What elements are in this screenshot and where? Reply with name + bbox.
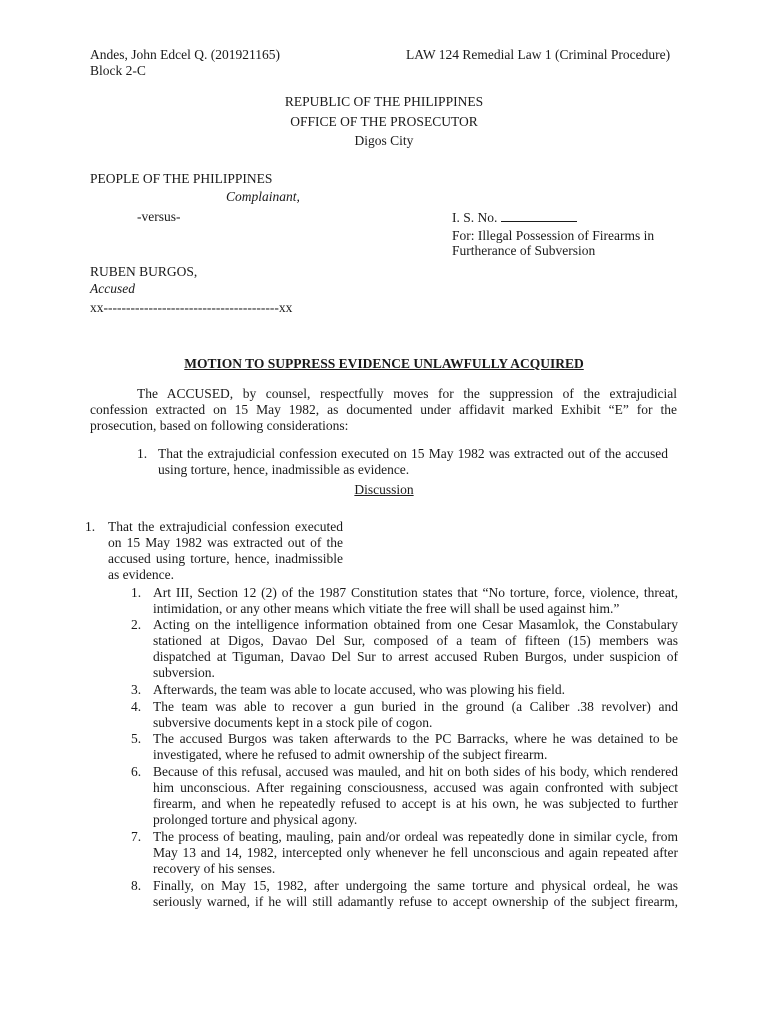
intro-line-2: confession extracted on 15 May 1982, as documented under affidavit marked Exhibit “E” for the [90,402,677,417]
discussion-item [153,878,678,910]
discussion-item-number: 3. [131,682,142,697]
discussion-item-line: seriously warned, if he will still adamantly refuse to accept ownership of the subject firearm, [153,894,678,909]
discussion-item-line: The accused Burgos was taken afterwards to the PC Barracks, where he was detained to be [153,731,678,746]
discussion-item-line: subversion. [153,665,215,680]
caption-divider: xx---------------------------------------xx [90,300,293,315]
discussion-item-number: 6. [131,764,142,779]
discussion-item [153,585,678,617]
ground-text [158,446,668,478]
block-line: Block 2-C [90,63,146,78]
discussion-item-number: 2. [131,617,142,632]
discussion-item-number: 7. [131,829,142,844]
ground-number: 1. [137,446,148,461]
discussion-item-line: May 13 and 14, 1982, intercepted only whenever he fell unconscious and again repeated after [153,845,678,860]
discussion-item-line: Acting on the intelligence information obtained from one Cesar Masamlok, the Constabulary [153,617,678,632]
discussion-ground-line: on 15 May 1982 was extracted out of the [108,535,343,550]
city-heading: Digos City [354,133,414,148]
discussion-item [153,699,678,731]
office-heading: OFFICE OF THE PROSECUTOR [290,114,478,129]
intro-line-3: prosecution, based on following considerations: [90,418,349,433]
discussion-item-line: prolonged torture and physical agony. [153,812,358,827]
discussion-item-line: The process of beating, mauling, pain and/or ordeal was repeatedly done in similar cycle, from [153,829,678,844]
discussion-item-line: firearm, and when he repeatedly refused to accept is at his own, he was subjected to further [153,796,678,811]
ground-line-2: using torture, hence, inadmissible as evidence. [158,462,410,477]
accused-role: Accused [90,281,135,296]
ground-line-1: That the extrajudicial confession executed on 15 May 1982 was extracted out of the accused [158,446,668,461]
motion-title: MOTION TO SUPPRESS EVIDENCE UNLAWFULLY ACQUIRED [184,356,584,371]
discussion-item-line: Finally, on May 15, 1982, after undergoing the same torture and physical ordeal, he was [153,878,678,893]
complainant-name: PEOPLE OF THE PHILIPPINES [90,171,273,186]
course-line: LAW 124 Remedial Law 1 (Criminal Procedure) [406,47,671,62]
discussion-item [153,731,678,763]
accused-name: RUBEN BURGOS, [90,264,198,279]
discussion-item-line: recovery of his senses. [153,861,276,876]
is-number [452,209,577,226]
charge-line-1: For: Illegal Possession of Firearms in [452,228,655,243]
discussion-item [153,682,678,698]
discussion-ground-number: 1. [85,519,96,534]
discussion-item-line: Afterwards, the team was able to locate accused, who was plowing his field. [153,682,565,697]
discussion-item-number: 4. [131,699,142,714]
discussion-item-line: Because of this refusal, accused was mauled, and hit on both sides of his body, which rendered [153,764,678,779]
discussion-item [153,829,678,877]
discussion-item-number: 1. [131,585,142,600]
discussion-item-number: 5. [131,731,142,746]
republic-heading: REPUBLIC OF THE PHILIPPINES [284,94,484,109]
discussion-item-line: him unconscious. After regaining consciousness, accused was again confronted with subject [153,780,678,795]
intro-line-1: The ACCUSED, by counsel, respectfully moves for the suppression of the extrajudicial [137,386,677,401]
charge-line-2: Furtherance of Subversion [452,243,596,258]
author-line: Andes, John Edcel Q. (201921165) [90,47,280,62]
discussion-item-line: investigated, where he refused to admit ownership of the subject firearm. [153,747,548,762]
discussion-ground-line: accused using torture, hence, inadmissible [108,551,343,566]
discussion-item-line: dispatched at Tiguman, Davao Del Sur to arrest accused Ruben Burgos, under suspicion of [153,649,678,664]
versus-label: -versus- [137,209,181,224]
discussion-item [153,617,678,681]
discussion-ground-text [108,519,343,583]
discussion-item-line: stationed at Digos, Davao Del Sur, composed of a team of fifteen (15) members was [153,633,678,648]
is-number-label: I. S. No. [452,210,498,225]
complainant-role: Complainant, [226,189,300,204]
discussion-item-line: subversive documents kept in a stock pile of cogon. [153,715,433,730]
discussion-item-number: 8. [131,878,142,893]
discussion-ground-line: as evidence. [108,567,174,582]
discussion-item [153,764,678,828]
discussion-item-line: intimidation, or any other means which vitiate the free will shall be used against him.” [153,601,620,616]
discussion-ground-line: That the extrajudicial confession executed [108,519,343,534]
discussion-item-line: Art III, Section 12 (2) of the 1987 Constitution states that “No torture, force, violence, threat, [153,585,678,600]
discussion-heading: Discussion [354,482,414,497]
is-number-blank [501,209,577,222]
discussion-item-line: The team was able to recover a gun buried in the ground (a Caliber .38 revolver) and [153,699,678,714]
intro-paragraph [90,386,677,434]
